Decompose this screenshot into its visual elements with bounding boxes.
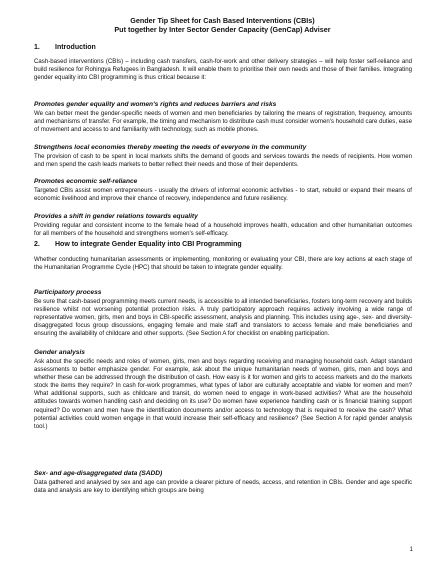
- section-heading-introduction: [34, 44, 96, 52]
- subheading-promotes-rights: Promotes gender equality and women's rights and reduces barriers and risks: [34, 101, 277, 108]
- section-title: Introduction: [55, 44, 96, 51]
- section-number: 1.: [34, 44, 40, 51]
- paragraph-strengthens-markets: The provision of cash to be spent in local markets shifts the demand of goods and services towards the needs of recipients. How women and men spend the cash leads markets to better reflect their needs and those of their dependents.: [34, 153, 412, 169]
- document-title: Gender Tip Sheet for Cash Based Interventions (CBIs): [130, 16, 315, 25]
- paragraph-sadd: Data gathered and analysed by sex and age can provide a clearer picture of needs, access, and retention in CBIs. Gender and age specific data and analysis are key to identifying which groups are being: [34, 479, 412, 495]
- page-number: 1: [409, 547, 413, 553]
- paragraph-self-reliance: Targeted CBIs assist women entrepreneurs - usually the drivers of informal economic activities - to start, rebuild or expand their means of economic livelihood and improve their chance of recovery, independence and future resiliency.: [34, 187, 412, 203]
- subheading-sadd: Sex- and age-disaggregated data (SADD): [34, 470, 163, 477]
- paragraph-section2-intro: Whether conducting humanitarian assessments or implementing, monitoring or evaluating your CBI, there are key actions at each stage of the Humanitarian Programme Cycle (HPC) that should be taken to integrate gender equality.: [34, 256, 412, 272]
- paragraph-participatory: Be sure that cash-based programming meets current needs, is accessible to all intended beneficiaries, fosters long-term recovery and builds resilience whilst not worsening potential protection risks. A truly participatory approach requires actively involving a wide range of representative women, girls, men and boys in CBI-specific assessment, analysis and planning. This includes using age-, sex- and diversity-disaggregated focus group discussions, engaging female and male staff and translators to access female and male beneficiaries and ensuring the availability of childcare and other supports. (See Section A for checklist on enabling participation.: [34, 298, 413, 338]
- paragraph-shift-gender: Providing regular and consistent income to the female head of a household improves health, education and other humanitarian outcomes for all members of the household and strengthens women's self-efficacy.: [34, 222, 412, 238]
- paragraph-intro: Cash-based interventions (CBIs) – including cash transfers, cash-for-work and other delivery strategies – will help foster self-reliance and build resilience for Rohingya Refugees in Bangladesh. It will enable them to prioritise their own needs and those of their families. Integrating gender equality into CBI programming is thus critical because it:: [34, 58, 412, 82]
- paragraph-promotes-rights: We can better meet the gender-specific needs of women and men beneficiaries by tailoring the means of registration, frequency, amounts and mechanisms of transfer. For example, the timing and mechanism to distribute cash must consider women's household care duties, ease of movement and access to and familiarity with technology, such as mobile phones.: [34, 110, 412, 134]
- document-subtitle: Put together by Inter Sector Gender Capacity (GenCap) Adviser: [114, 25, 331, 34]
- subheading-strengthens-markets: Strengthens local economies thereby meeting the needs of everyone in the community: [34, 144, 307, 151]
- section-title: How to integrate Gender Equality into CBI Programming: [55, 241, 242, 248]
- section-heading-integrate-gender: [34, 241, 242, 249]
- section-number: 2.: [34, 241, 40, 248]
- subheading-participatory: Participatory process: [34, 289, 102, 296]
- subheading-self-reliance: Promotes economic self-reliance: [34, 178, 138, 185]
- subheading-shift-gender: Provides a shift in gender relations towards equality: [34, 213, 198, 220]
- paragraph-gender-analysis: Ask about the specific needs and roles of women, girls, men and boys regarding receiving and managing household cash. Adapt standard assessments to better emphasize gender. For example, ask about the unique humanitarian needs of women, girls, men and boys and whether these can be addressed through the distribution of cash. How easy is it for women and girls to access markets and do the markets stock the items they require? In cash for-work programmes, what types of labor are culturally acceptable and viable for women and men? What additional supports, such as childcare and transit, do women need to engage in work-based activities? What are the household attitudes towards women handling cash and deciding on its use? Do women have experience handling cash or is financial training support required? Do women and men have the identification documents and/or access to technology that is required to receive the cash? What potential activities could women engage in that would increase their self-efficacy and resilience? (See Section A for rapid gender analysis tool.): [34, 358, 412, 430]
- subheading-gender-analysis: Gender analysis: [34, 349, 85, 356]
